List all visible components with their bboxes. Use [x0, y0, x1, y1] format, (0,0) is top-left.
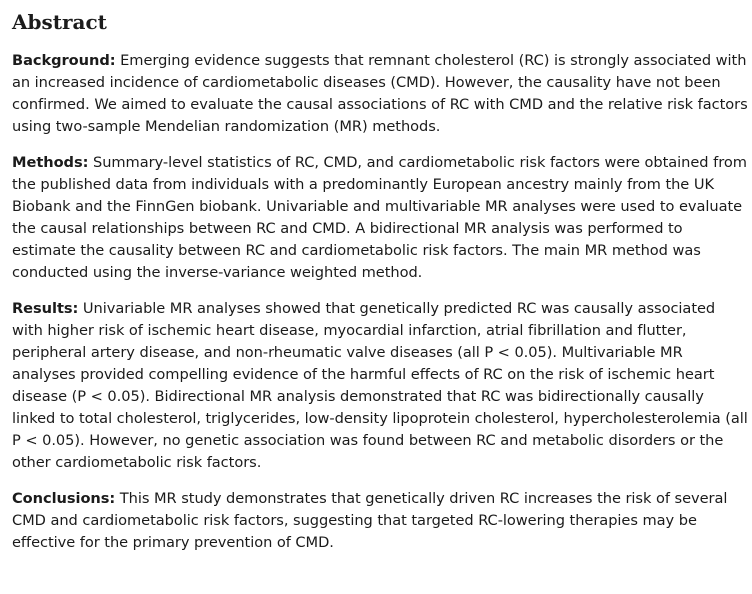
abstract-section-results: [12, 298, 748, 474]
section-label: Methods:: [12, 154, 89, 171]
section-text: Summary-level statistics of RC, CMD, and cardiometabolic risk factors were obtained from the published data from individuals with a predominantly European ancestry mainly from the UK Biobank and the FinnGen biobank. Univariable and multivariable MR analyses were used to evaluate the causal relationships between RC and CMD. A bidirectional MR analysis was performed to estimate the causality between RC and cardiometabolic risk factors. The main MR method was conducted using the inverse-variance weighted method.: [12, 154, 747, 281]
abstract-section-background: [12, 50, 748, 138]
section-text: This MR study demonstrates that genetically driven RC increases the risk of several CMD and cardiometabolic risk factors, suggesting that targeted RC-lowering therapies may be effective for the primary prevention of CMD.: [12, 490, 728, 551]
section-label: Background:: [12, 52, 116, 69]
abstract-section-methods: [12, 152, 748, 284]
abstract-block: [12, 8, 748, 568]
abstract-heading: Abstract: [12, 10, 107, 34]
abstract-section-conclusions: [12, 488, 748, 554]
section-label: Conclusions:: [12, 490, 116, 507]
section-text: Univariable MR analyses showed that genetically predicted RC was causally associated with higher risk of ischemic heart disease, myocardial infarction, atrial fibrillation and flutter, peripheral artery disease, and non-rheumatic valve diseases (all P < 0.05). Multivariable MR analyses provided compelling evidence of the harmful effects of RC on the risk of ischemic heart disease (P < 0.05). Bidirectional MR analysis demonstrated that RC was bidirectionally causally linked to total cholesterol, triglycerides, low-density lipoprotein cholesterol, hypercholesterolemia (all P < 0.05). However, no genetic association was found between RC and metabolic disorders or the other cardiometabolic risk factors.: [12, 300, 748, 471]
section-text: Emerging evidence suggests that remnant cholesterol (RC) is strongly associated with an increased incidence of cardiometabolic diseases (CMD). However, the causality have not been confirmed. We aimed to evaluate the causal associations of RC with CMD and the relative risk factors using two-sample Mendelian randomization (MR) methods.: [12, 52, 748, 135]
section-label: Results:: [12, 300, 79, 317]
